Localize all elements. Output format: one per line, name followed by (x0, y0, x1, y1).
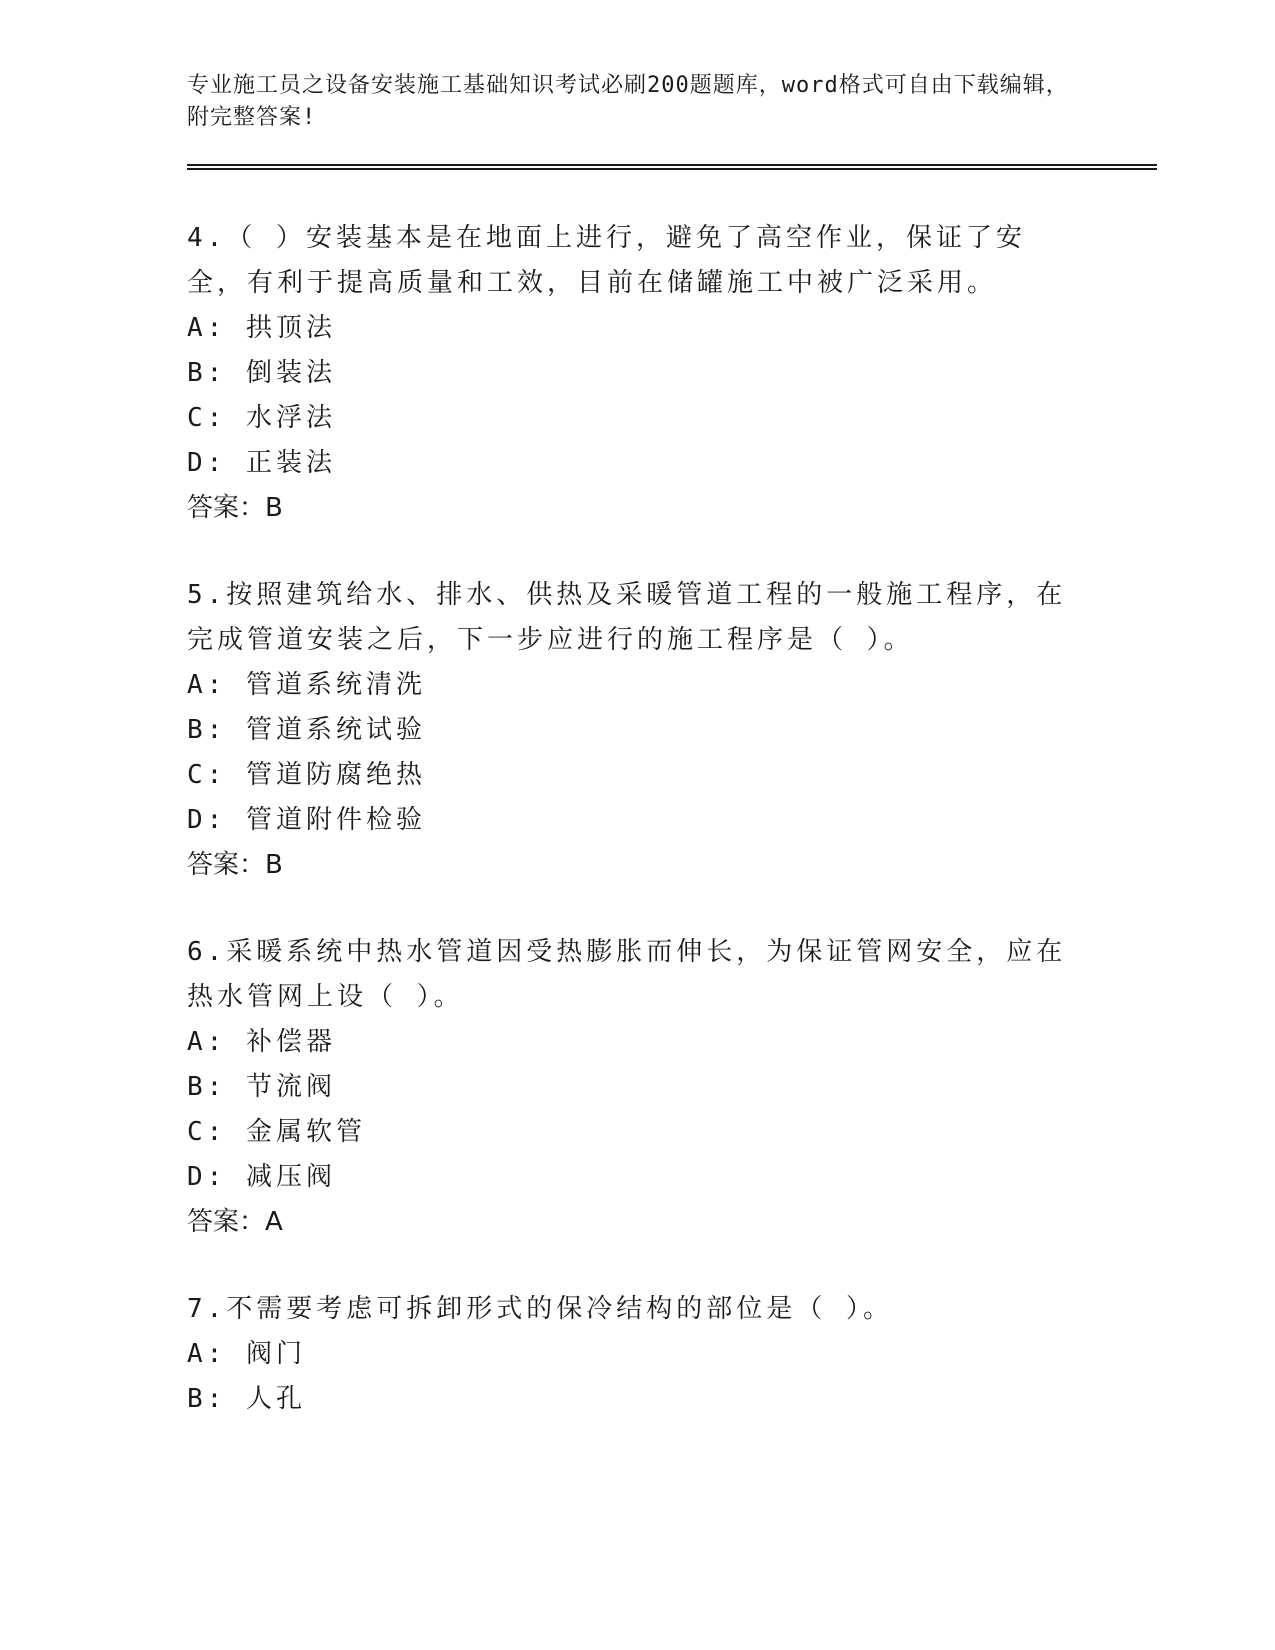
option-a: A: 管道系统清洗 (187, 670, 426, 700)
option-b: B: 节流阀 (187, 1072, 336, 1102)
answer: 答案：A (187, 1207, 283, 1237)
option-a: A: 阀门 (187, 1339, 306, 1369)
option-d: D: 减压阀 (187, 1162, 336, 1192)
question-stem: 4.（ ）安装基本是在地面上进行，避免了高空作业，保证了安全，有利于提高质量和工效，目前在储罐施工中被广泛采用。 (187, 223, 1026, 298)
question-stem: 7.不需要考虑可拆卸形式的保冷结构的部位是（ ）。 (187, 1294, 893, 1324)
option-b: B: 管道系统试验 (187, 715, 426, 745)
document-header: 专业施工员之设备安装施工基础知识考试必刷200题题库，word格式可自由下载编辑，附完整答案! (187, 73, 1069, 130)
header-double-rule (187, 164, 1157, 170)
question-list (187, 216, 1157, 1422)
question-stem: 5.按照建筑给水、排水、供热及采暖管道工程的一般施工程序，在完成管道安装之后，下一步应进行的施工程序是（ ）。 (187, 580, 1067, 655)
option-b: B: 倒装法 (187, 358, 336, 388)
question-4 (187, 216, 1157, 531)
option-c: C: 水浮法 (187, 403, 336, 433)
option-c: C: 管道防腐绝热 (187, 760, 426, 790)
option-d: D: 正装法 (187, 448, 336, 478)
option-d: D: 管道附件检验 (187, 805, 426, 835)
option-a: A: 拱顶法 (187, 313, 336, 343)
question-5 (187, 573, 1157, 888)
question-stem: 6.采暖系统中热水管道因受热膨胀而伸长，为保证管网安全，应在热水管网上设（ ）。 (187, 937, 1067, 1012)
answer: 答案：B (187, 850, 283, 880)
option-a: A: 补偿器 (187, 1027, 336, 1057)
question-6 (187, 930, 1157, 1245)
question-7 (187, 1287, 1157, 1422)
option-b: B: 人孔 (187, 1384, 306, 1414)
option-c: C: 金属软管 (187, 1117, 366, 1147)
answer: 答案：B (187, 493, 283, 523)
document-page (187, 70, 1157, 1464)
